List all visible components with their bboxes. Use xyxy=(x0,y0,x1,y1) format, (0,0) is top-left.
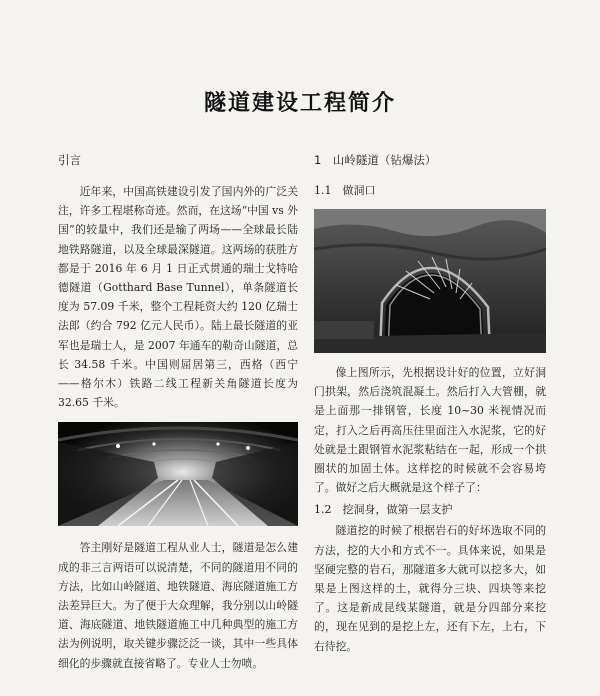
left-column xyxy=(58,152,298,673)
section-1-2-heading: 1.2 挖洞身，做第一层支护 xyxy=(314,503,453,517)
tunnel-portal-arch-photo xyxy=(314,209,546,353)
intro-heading: 引言 xyxy=(58,153,81,167)
section-1-heading: 1 山岭隧道（钻爆法） xyxy=(314,153,437,167)
portal-paragraph: 像上图所示，先根据设计好的位置，立好洞门拱架，然后浇筑混凝土。然后打入大管棚，就是上面那一排钢管，长度 10~30 米视情况而定，打入之后再高压往里面注入水泥浆，它的好处就是土跟钢管水泥浆粘结在一起，形成一个拱圈状的加固土体。这样挖的时候就不会容易垮了。做好之后大概就是这个样子了： xyxy=(314,366,546,495)
excavation-paragraph: 隧道挖的时候了根据岩石的好坏选取不同的方法，挖的大小和方式不一。具体来说，如果是坚硬完整的岩石，那隧道多大就可以挖多大，如果是上图这样的土，就得分三块、四块等来挖了。这是新成昆线某隧道，就是分四部分来挖的，现在见到的是挖上左，还有下左，上右，下右待挖。 xyxy=(314,524,546,653)
subway-tunnel-photo xyxy=(58,422,298,526)
approach-paragraph: 答主刚好是隧道工程从业人士，隧道是怎么建成的非三言两语可以说清楚，不同的隧道用不同的方法，比如山岭隧道、地铁隧道、海底隧道施工方法差异巨大。为了便于大众理解，我分别以山岭隧道、海底隧道、地铁隧道施工中几种典型的施工方法为例说明，取关键步骤泛泛一谈，其中一些具体细化的步骤就直接省略了。专业人士勿喷。 xyxy=(58,541,298,670)
page-title: 隧道建设工程简介 xyxy=(203,91,396,116)
right-column xyxy=(314,152,546,656)
section-1-1-heading: 1.1 做洞口 xyxy=(314,184,376,197)
intro-paragraph: 近年来，中国高铁建设引发了国内外的广泛关注，许多工程堪称奇迹。然而，在这场“中国 vs 外国”的较量中，我们还是输了两场——全球最长陆地铁路隧道，以及全球最深隧道。这两场的获胜方都是于 2016 年 6 月 1 日正式贯通的瑞士戈特哈德隧道（Gotthard Base Tunnel），单条隧道长度为 57.09 千米，整个工程耗资大约 120 亿瑞士法郎（约合 792 亿元人民币）。陆上最长隧道的亚军也是瑞士人，是 2007 年通车的勒奇山隧道，总长 34.58 千米。中国则屈居第三，西格（西宁——格尔木）铁路二线工程新关角隧道长度为 32.65 千米。 xyxy=(58,185,298,410)
